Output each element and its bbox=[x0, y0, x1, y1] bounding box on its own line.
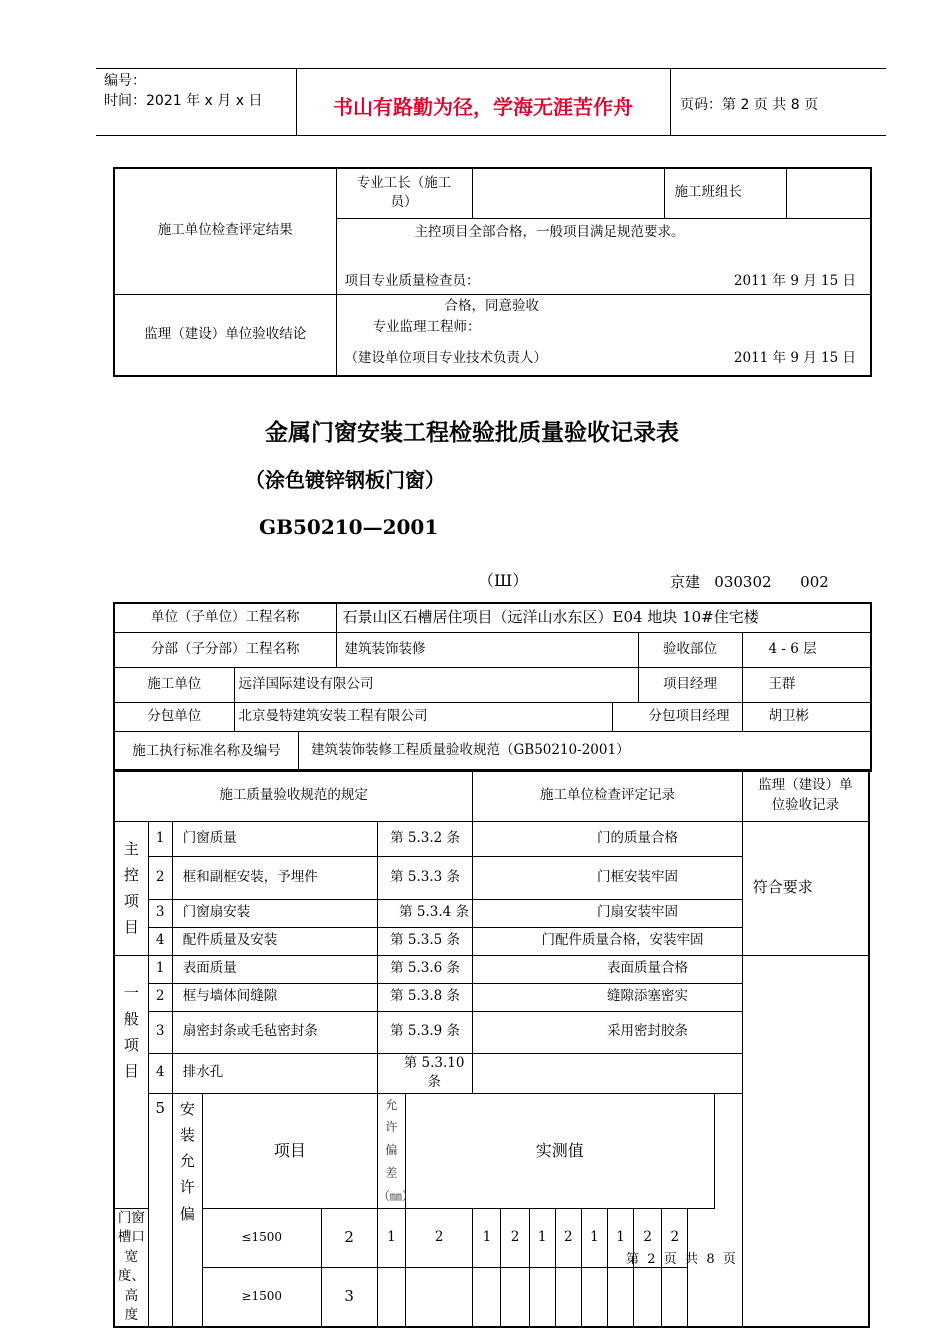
doc-subtitle: （涂色镀锌钢板门窗） bbox=[245, 468, 445, 492]
owner-tech-label: （建设单位项目专业技术负责人） bbox=[344, 350, 547, 367]
item-no: 3 bbox=[148, 1011, 172, 1053]
item-clause: 第 5.3.9 条 bbox=[377, 1011, 473, 1053]
measured-value: 1 bbox=[377, 1208, 405, 1267]
table-row bbox=[114, 955, 869, 983]
general-group-char: 项 bbox=[123, 1036, 139, 1054]
form-code: 京建 030302 002 bbox=[670, 573, 829, 591]
item5-no: 5 bbox=[148, 1093, 172, 1327]
item5-row-name-line1: 门窗槽口宽度、高 bbox=[117, 1209, 145, 1304]
measured-value bbox=[529, 1268, 555, 1327]
main-group-char: 控 bbox=[123, 865, 139, 884]
main-group-label bbox=[114, 821, 148, 955]
measured-value: 2 bbox=[555, 1208, 581, 1267]
item-name: 扇密封条或毛毡密封条 bbox=[172, 1011, 377, 1053]
main-group-char: 主 bbox=[123, 839, 139, 858]
foreman-label-line1: 专业工长（施工 bbox=[356, 174, 452, 191]
item-clause: 第 5.3.3 条 bbox=[377, 856, 473, 899]
motto: 书山有路勤为径，学海无涯苦作舟 bbox=[333, 95, 633, 119]
item-record: 表面质量合格 bbox=[473, 955, 742, 983]
record-header: 施工单位检查评定记录 bbox=[473, 770, 742, 821]
page-info: 页码：第 2 页 共 8 页 bbox=[680, 97, 819, 113]
item5-row2-cond: ≥1500 bbox=[202, 1268, 321, 1327]
sub-value: 北京曼特建筑安装工程有限公司 bbox=[234, 702, 612, 731]
standard-value: 建筑装饰装修工程质量验收规范（GB50210-2001） bbox=[311, 741, 630, 758]
inspect-part-label: 验收部位 bbox=[638, 632, 742, 667]
item5-char: 允 bbox=[179, 1152, 195, 1171]
measured-value: 2 bbox=[662, 1208, 688, 1267]
item-name: 框与墙体间缝隙 bbox=[172, 983, 377, 1011]
item-clause: 第 5.3.8 条 bbox=[377, 983, 473, 1011]
main-group-char: 项 bbox=[123, 892, 139, 910]
inspector-label: 项目专业质量检查员： bbox=[344, 272, 480, 289]
supervision-engineer: 专业监理工程师： bbox=[372, 319, 481, 336]
item5-char: 装 bbox=[179, 1125, 195, 1144]
time-label: 时间：2021 年 x 月 x 日 bbox=[104, 93, 263, 109]
foreman-label-line2: 员） bbox=[390, 194, 418, 211]
item5-col-tol bbox=[377, 1093, 414, 1208]
item-record: 缝隙添塞密实 bbox=[473, 983, 742, 1011]
header-top-rule bbox=[96, 68, 886, 69]
item-record: 采用密封胶条 bbox=[473, 1011, 742, 1053]
item-record: 门框安装牢固 bbox=[473, 856, 742, 899]
item-record: 门扇安装牢固 bbox=[473, 899, 742, 927]
item-no: 2 bbox=[148, 983, 172, 1011]
item-name: 门窗扇安装 bbox=[172, 899, 377, 927]
inspect-part-value: 4 - 6 层 bbox=[742, 632, 871, 667]
number-label: 编号： bbox=[104, 73, 146, 89]
item-name: 排水孔 bbox=[172, 1053, 377, 1093]
standard-row bbox=[114, 731, 871, 771]
sub-pm-label: 分包项目经理 bbox=[612, 702, 742, 731]
item5-char: 偏 bbox=[179, 1204, 195, 1223]
supervision-date: 2011 年 9 月 15 日 bbox=[733, 350, 856, 367]
foreman-value[interactable] bbox=[472, 168, 664, 218]
item5-col-tol-line3: （㎜） bbox=[377, 1188, 414, 1203]
footer-page: 第 2 页 共 8 页 bbox=[626, 1252, 736, 1267]
item-clause: 第 5.3.4 条 bbox=[377, 899, 473, 927]
result-table bbox=[113, 167, 872, 377]
item5-col-tol-line1: 允 许 偏 bbox=[385, 1097, 398, 1158]
foreman-label bbox=[336, 168, 472, 218]
measured-value: 2 bbox=[405, 1208, 472, 1267]
measured-value: 2 bbox=[634, 1208, 662, 1267]
contractor-value: 远洋国际建设有限公司 bbox=[234, 667, 638, 702]
supervision-cell bbox=[336, 294, 871, 376]
form-mark: （Ш） bbox=[478, 571, 529, 590]
item5-row-name bbox=[114, 1208, 148, 1327]
measured-value: 1 bbox=[529, 1208, 555, 1267]
item-record: 门的质量合格 bbox=[473, 821, 742, 856]
unit-project-label: 单位（子单位）工程名称 bbox=[114, 603, 336, 632]
result-text: 主控项目全部合格，一般项目满足规范要求。 bbox=[414, 223, 685, 240]
item5-row1-tol: 2 bbox=[321, 1208, 377, 1267]
sub-label: 分包单位 bbox=[114, 702, 234, 731]
header-bottom-rule bbox=[96, 135, 886, 136]
inspection-table bbox=[113, 769, 870, 1328]
item-clause: 第 5.3.5 条 bbox=[377, 927, 473, 955]
division-label: 分部（子分部）工程名称 bbox=[114, 632, 336, 667]
supervision-header-line2: 位验收记录 bbox=[771, 796, 840, 813]
measured-value bbox=[581, 1268, 607, 1327]
measured-value: 1 bbox=[608, 1208, 634, 1267]
main-group-char: 目 bbox=[123, 918, 139, 937]
measured-value: 1 bbox=[473, 1208, 501, 1267]
measured-value bbox=[662, 1268, 688, 1327]
pm-label: 项目经理 bbox=[638, 667, 742, 702]
doc-standard: GB50210—2001 bbox=[259, 515, 439, 539]
general-group-label bbox=[114, 955, 148, 1208]
unit-project-value: 石景山区石槽居住项目（远洋山水东区）E04 地块 10#住宅楼 bbox=[336, 603, 871, 632]
general-group-char: 目 bbox=[123, 1062, 139, 1081]
item-no: 1 bbox=[148, 955, 172, 983]
division-value: 建筑装饰装修 bbox=[336, 632, 638, 667]
item-clause: 第 5.3.2 条 bbox=[377, 821, 473, 856]
item-record: 门配件质量合格，安装牢固 bbox=[473, 927, 742, 955]
table-row bbox=[114, 821, 869, 856]
measured-value bbox=[608, 1268, 634, 1327]
sub-pm-value: 胡卫彬 bbox=[742, 702, 871, 731]
measured-value: 2 bbox=[501, 1208, 529, 1267]
item5-row1-cond: ≤1500 bbox=[202, 1208, 321, 1267]
item-clause: 第 5.3.10 条 bbox=[377, 1053, 473, 1093]
measured-value bbox=[405, 1268, 472, 1327]
measured-value bbox=[377, 1268, 405, 1327]
supervision-header bbox=[742, 770, 869, 821]
header-divider-2 bbox=[670, 68, 671, 136]
item-no: 4 bbox=[148, 927, 172, 955]
team-leader-value[interactable] bbox=[786, 168, 871, 218]
measured-value bbox=[501, 1268, 529, 1327]
contractor-label: 施工单位 bbox=[114, 667, 234, 702]
item-no: 3 bbox=[148, 899, 172, 927]
item5-label bbox=[172, 1093, 202, 1327]
item-no: 1 bbox=[148, 821, 172, 856]
supervision-result: 合格，同意验收 bbox=[444, 297, 539, 314]
item-clause: 第 5.3.6 条 bbox=[377, 955, 473, 983]
item-no: 4 bbox=[148, 1053, 172, 1093]
supervision-label: 监理（建设）单位验收结论 bbox=[114, 294, 336, 376]
construction-unit-result-label: 施工单位检查评定结果 bbox=[114, 168, 336, 294]
general-conclusion bbox=[742, 955, 869, 1327]
inspector-date: 2011 年 9 月 15 日 bbox=[733, 272, 856, 289]
general-group-char: 一 bbox=[123, 983, 139, 1002]
item-record bbox=[473, 1053, 742, 1093]
measured-value bbox=[473, 1268, 501, 1327]
item-name: 配件质量及安装 bbox=[172, 927, 377, 955]
measured-value: 1 bbox=[581, 1208, 607, 1267]
item-name: 框和副框安装，予埋件 bbox=[172, 856, 377, 899]
item-no: 2 bbox=[148, 856, 172, 899]
measured-value bbox=[634, 1268, 662, 1327]
construction-result-cell bbox=[336, 218, 871, 294]
pm-value: 王群 bbox=[742, 667, 871, 702]
team-leader-label: 施工班组长 bbox=[664, 168, 786, 218]
general-group-char: 般 bbox=[123, 1009, 139, 1028]
item5-char: 许 bbox=[179, 1178, 195, 1197]
doc-title: 金属门窗安装工程检验批质量验收记录表 bbox=[265, 419, 679, 446]
item5-col-item: 项目 bbox=[202, 1093, 377, 1208]
item-name: 门窗质量 bbox=[172, 821, 377, 856]
main-conclusion: 符合要求 bbox=[742, 821, 869, 955]
item5-char: 安 bbox=[179, 1099, 195, 1118]
spec-header: 施工质量验收规范的规定 bbox=[114, 770, 473, 821]
item5-row-name-line2: 度 bbox=[124, 1307, 139, 1324]
standard-label: 施工执行标准名称及编号 bbox=[115, 732, 299, 770]
supervision-header-line1: 监理（建设）单 bbox=[758, 777, 853, 794]
info-table bbox=[113, 602, 872, 772]
item5-col-tol-line2: 差 bbox=[385, 1166, 398, 1181]
item5-row2-tol: 3 bbox=[321, 1268, 377, 1327]
measured-value bbox=[555, 1268, 581, 1327]
item-name: 表面质量 bbox=[172, 955, 377, 983]
item5-col-measured: 实测值 bbox=[405, 1093, 714, 1208]
